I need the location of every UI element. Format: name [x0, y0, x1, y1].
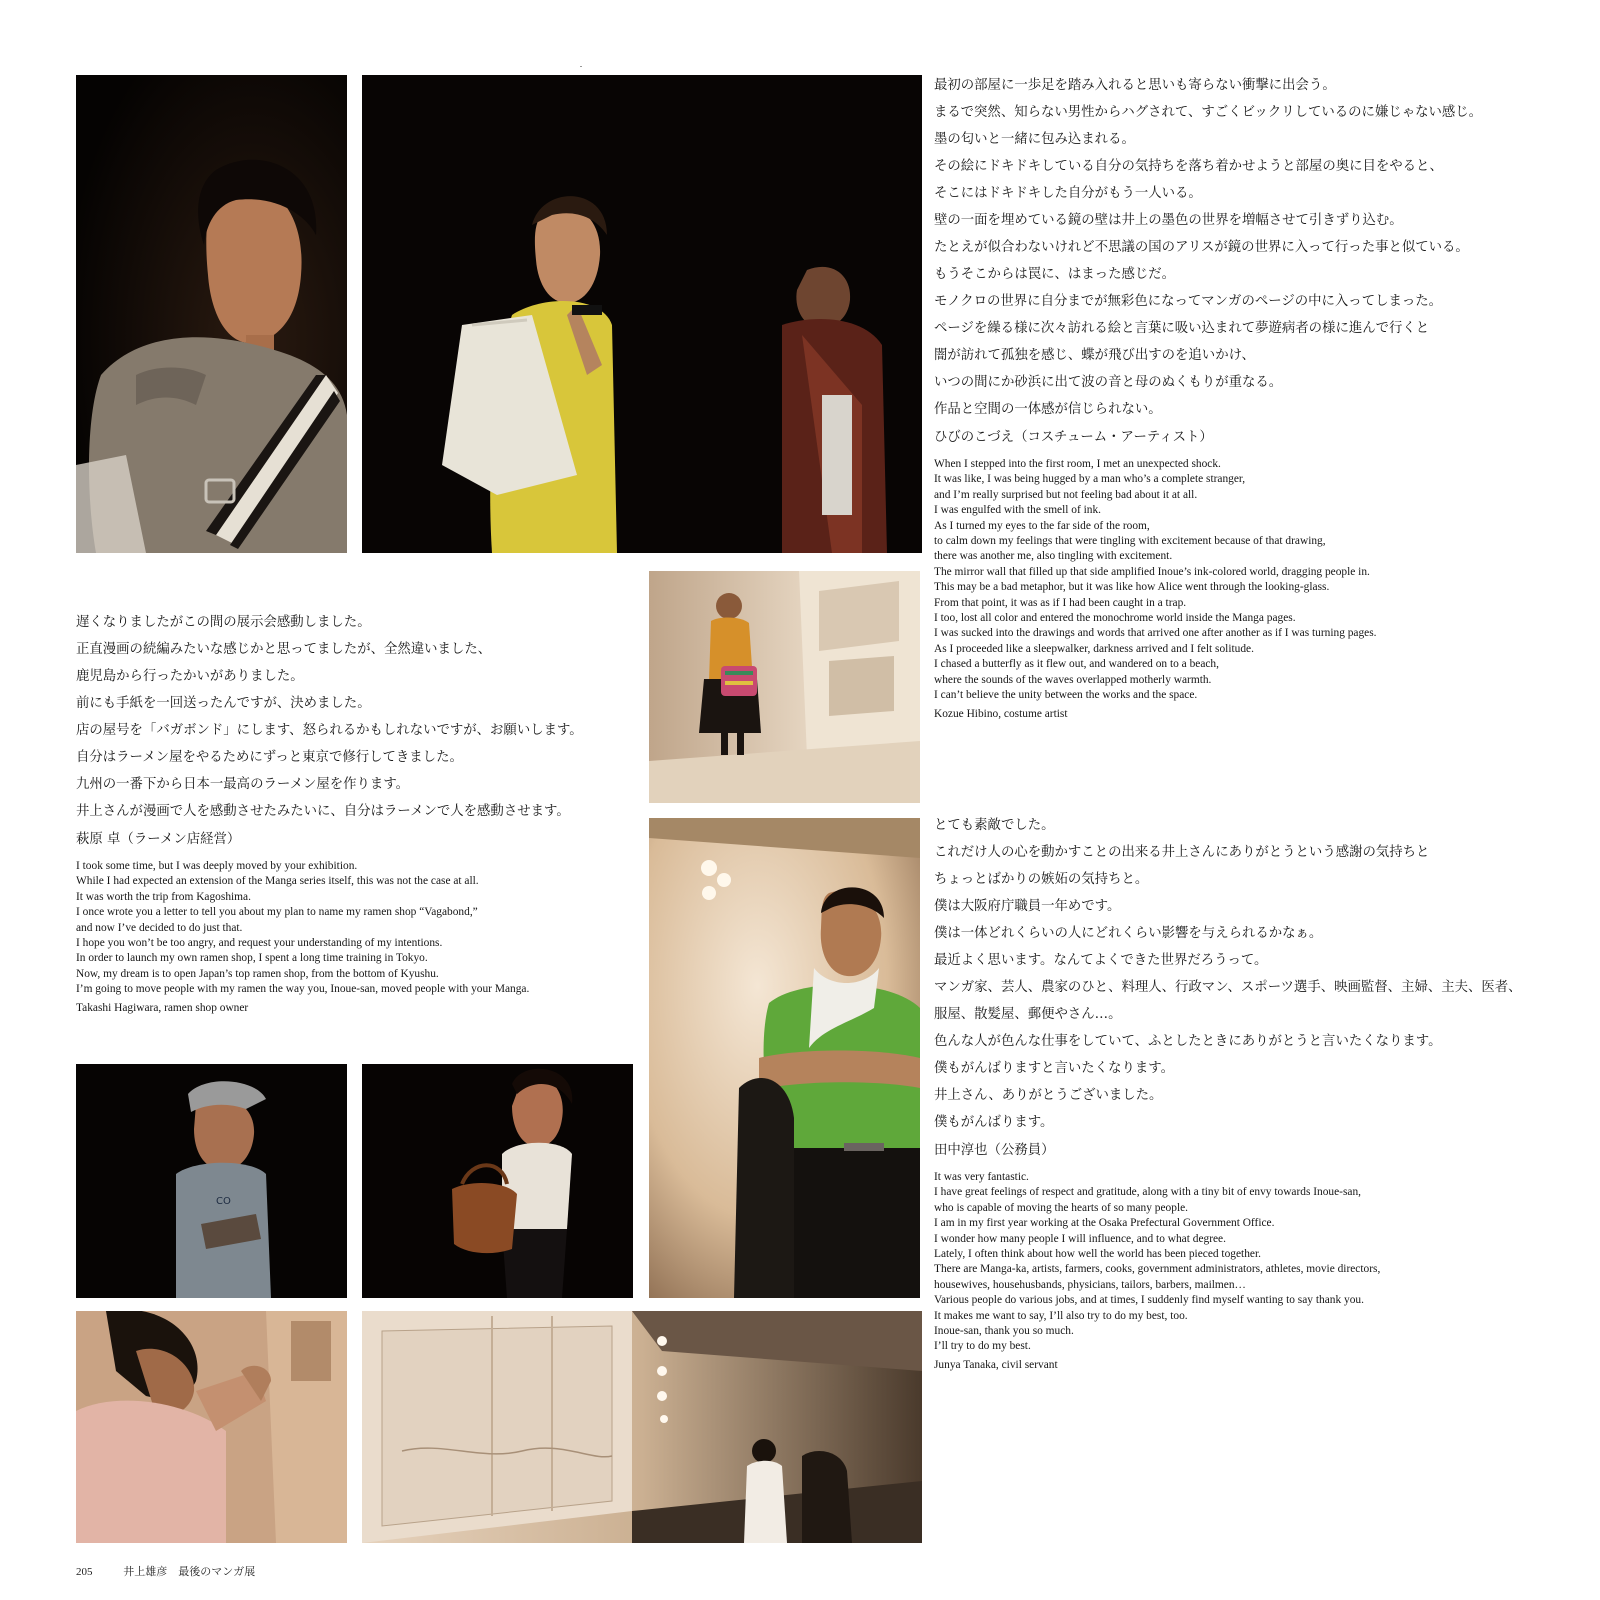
text-line: I once wrote you a letter to tell you about my plan to name my ramen shop “Vagabond,”	[76, 906, 478, 919]
text-line: I wonder how many people I will influence, and to what degree.	[934, 1232, 1226, 1245]
text-line: It was very fantastic.	[934, 1171, 1029, 1183]
text-line: There are Manga-ka, artists, farmers, cooks, government administrators, athletes, movie directors,	[934, 1263, 1381, 1276]
text-line: マンガ家、芸人、農家のひと、料理人、行政マン、スポーツ選手、映画監督、主婦、主夫、医者、	[934, 980, 1522, 995]
text-line: Lately, I often think about how well the world has been pieced together.	[934, 1248, 1261, 1261]
text-line: I have great feelings of respect and gratitude, along with a tiny bit of envy towards Inoue-san,	[934, 1186, 1362, 1199]
text-line: The mirror wall that filled up that side amplified Inoue’s ink-colored world, dragging people in.	[934, 565, 1370, 578]
text-line: I was engulfed with the smell of ink.	[934, 504, 1102, 517]
photo-woman-gallery-corridor	[649, 571, 920, 803]
text-line: いつの間にか砂浜に出て波の音と母のぬくもりが重なる。	[934, 375, 1283, 390]
text-line: たとえが似合わないけれど不思議の国のアリスが鏡の世界に入って行った事と似ている。	[934, 240, 1469, 255]
text-line: 僕もがんばりますと言いたくなります。	[934, 1061, 1174, 1076]
page-number: 205	[76, 1566, 93, 1578]
text-line: I hope you won’t be too angry, and request your understanding of my intentions.	[76, 937, 443, 950]
text-line: who is capable of moving the hearts of so many people.	[934, 1201, 1189, 1214]
text-line: 店の屋号を「バガボンド」にします、怒られるかもしれないですが、お願いします。	[76, 723, 583, 738]
text-line: housewives, househusbands, physicians, tailors, barbers, mailmen…	[934, 1278, 1246, 1291]
publication-title: 井上雄彦 最後のマンガ展	[123, 1566, 256, 1578]
photo-woman-pink-closeup	[76, 1311, 347, 1543]
text-line: 作品と空間の一体感が信じられない。	[934, 402, 1162, 417]
text-line: Inoue-san, thank you so much.	[934, 1325, 1074, 1338]
tanaka-japanese-text	[934, 812, 1522, 1164]
testimonial-tanaka	[934, 812, 1522, 1373]
text-line: 闇が訪れて孤独を感じ、蝶が飛び出すのを追いかけ、	[934, 348, 1255, 363]
page-footer	[76, 1563, 255, 1579]
text-line: 僕は大阪府庁職員一年めです。	[934, 899, 1121, 914]
japanese-signature: ひびのこづえ（コスチューム・アーティスト）	[934, 430, 1213, 445]
text-line: and I’m really surprised but not feeling bad about it at all.	[934, 488, 1198, 501]
photo-man-in-cap	[76, 1064, 347, 1298]
text-line: Now, my dream is to open Japan’s top ramen shop, from the bottom of Kyushu.	[76, 967, 439, 980]
text-line: 最近よく思います。なんてよくできた世界だろうって。	[934, 953, 1268, 968]
svg-text:CO: CO	[216, 1196, 231, 1207]
text-line: This may be a bad metaphor, but it was like how Alice went through the looking-glass.	[934, 581, 1330, 594]
testimonial-hagiwara	[76, 609, 583, 1016]
photo-woman-shoulder-strap	[76, 75, 347, 553]
text-line: From that point, it was as if I had been caught in a trap.	[934, 596, 1187, 609]
text-line: In order to launch my own ramen shop, I spent a long time training in Tokyo.	[76, 952, 428, 965]
testimonial-hibino	[934, 72, 1482, 722]
english-signature: Takashi Hagiwara, ramen shop owner	[76, 1001, 249, 1014]
hibino-english-text	[934, 457, 1482, 704]
text-line: 僕は一体どれくらいの人にどれくらい影響を与えられるかなぁ。	[934, 926, 1323, 941]
text-line: そこにはドキドキした自分がもう一人いる。	[934, 186, 1202, 201]
text-line: I’ll try to do my best.	[934, 1340, 1031, 1353]
text-line: Various people do various jobs, and at times, I suddenly find myself wanting to say thank you.	[934, 1294, 1364, 1307]
text-line: とても素敵でした。	[934, 818, 1055, 833]
hagiwara-english-text	[76, 859, 583, 998]
text-line: 墨の匂いと一緒に包み込まれる。	[934, 132, 1135, 147]
text-line: 正直漫画の続編みたいな感じかと思ってましたが、全然違いました、	[76, 642, 492, 657]
text-line: 前にも手紙を一回送ったんですが、決めました。	[76, 696, 371, 711]
english-signature: Junya Tanaka, civil servant	[934, 1358, 1058, 1371]
text-line: I can’t believe the unity between the works and the space.	[934, 689, 1198, 702]
text-line: As I turned my eyes to the far side of the room,	[934, 519, 1150, 532]
photo-woman-with-handbag	[362, 1064, 633, 1298]
text-line: I took some time, but I was deeply moved by your exhibition.	[76, 860, 358, 872]
text-line: その絵にドキドキしている自分の気持ちを落ち着かせようと部屋の奥に目をやると、	[934, 159, 1443, 174]
text-line: I’m going to move people with my ramen the way you, Inoue-san, moved people with your Manga.	[76, 983, 530, 996]
text-line: When I stepped into the first room, I met an unexpected shock.	[934, 458, 1221, 470]
text-line: ページを繰る様に次々訪れる絵と言葉に吸い込まれて夢遊病者の様に進んで行くと	[934, 321, 1430, 336]
text-line: 服屋、散髪屋、郵便やさん…。	[934, 1007, 1122, 1022]
text-line: and now I’ve decided to do just that.	[76, 921, 243, 934]
text-line: It was worth the trip from Kagoshima.	[76, 890, 251, 903]
photo-gallery-wall-visitors	[362, 1311, 922, 1543]
text-line: 井上さん、ありがとうございました。	[934, 1088, 1163, 1103]
print-mark	[580, 66, 582, 67]
text-line: 自分はラーメン屋をやるためにずっと東京で修行してきました。	[76, 750, 463, 765]
japanese-signature: 田中淳也（公務員）	[934, 1143, 1055, 1158]
text-line: これだけ人の心を動かすことの出来る井上さんにありがとうという感謝の気持ちと	[934, 845, 1430, 860]
text-line: there was another me, also tingling with excitement.	[934, 550, 1173, 563]
text-line: It makes me want to say, I’ll also try to do my best, too.	[934, 1309, 1188, 1322]
photo-man-green-shirt	[649, 818, 920, 1298]
text-line: もうそこからは罠に、はまった感じだ。	[934, 267, 1176, 282]
hibino-japanese-text	[934, 72, 1482, 451]
text-line: I am in my first year working at the Osaka Prefectural Government Office.	[934, 1217, 1275, 1230]
text-line: I too, lost all color and entered the monochrome world inside the Manga pages.	[934, 612, 1296, 625]
text-line: 九州の一番下から日本一最高のラーメン屋を作ります。	[76, 777, 410, 792]
japanese-signature: 萩原 卓（ラーメン店経営）	[76, 832, 241, 847]
text-line: まるで突然、知らない男性からハグされて、すごくビックリしているのに嫌じゃない感じ。	[934, 105, 1483, 120]
text-line: 井上さんが漫画で人を感動させたみたいに、自分はラーメンで人を感動させます。	[76, 804, 570, 819]
photo-woman-yellow-tote	[362, 75, 922, 553]
hagiwara-japanese-text	[76, 609, 583, 853]
text-line: I was sucked into the drawings and words that arrived one after another as if I was turning pages.	[934, 627, 1377, 640]
text-line: where the sounds of the waves overlapped motherly warmth.	[934, 673, 1212, 686]
tanaka-english-text	[934, 1170, 1522, 1355]
text-line: I chased a butterfly as it flew out, and wandered on to a beach,	[934, 658, 1219, 671]
text-line: As I proceeded like a sleepwalker, darkness arrived and I felt solitude.	[934, 642, 1254, 655]
text-line: to calm down my feelings that were tingling with excitement because of that drawing,	[934, 535, 1326, 548]
text-line: It was like, I was being hugged by a man who’s a complete stranger,	[934, 473, 1246, 486]
text-line: 色んな人が色んな仕事をしていて、ふとしたときにありがとうと言いたくなります。	[934, 1034, 1442, 1049]
text-line: 遅くなりましたがこの間の展示会感動しました。	[76, 615, 371, 630]
text-line: While I had expected an extension of the Manga series itself, this was not the case at all.	[76, 875, 479, 888]
text-line: モノクロの世界に自分までが無彩色になってマンガのページの中に入ってしまった。	[934, 294, 1443, 309]
text-line: ちょっとばかりの嫉妬の気持ちと。	[934, 872, 1149, 887]
english-signature: Kozue Hibino, costume artist	[934, 707, 1068, 720]
text-line: 壁の一面を埋めている鏡の壁は井上の墨色の世界を増幅させて引きずり込む。	[934, 213, 1403, 228]
text-line: 鹿児島から行ったかいがありました。	[76, 669, 304, 684]
text-line: 僕もがんばります。	[934, 1115, 1054, 1130]
text-line: 最初の部屋に一歩足を踏み入れると思いも寄らない衝撃に出会う。	[934, 78, 1336, 93]
